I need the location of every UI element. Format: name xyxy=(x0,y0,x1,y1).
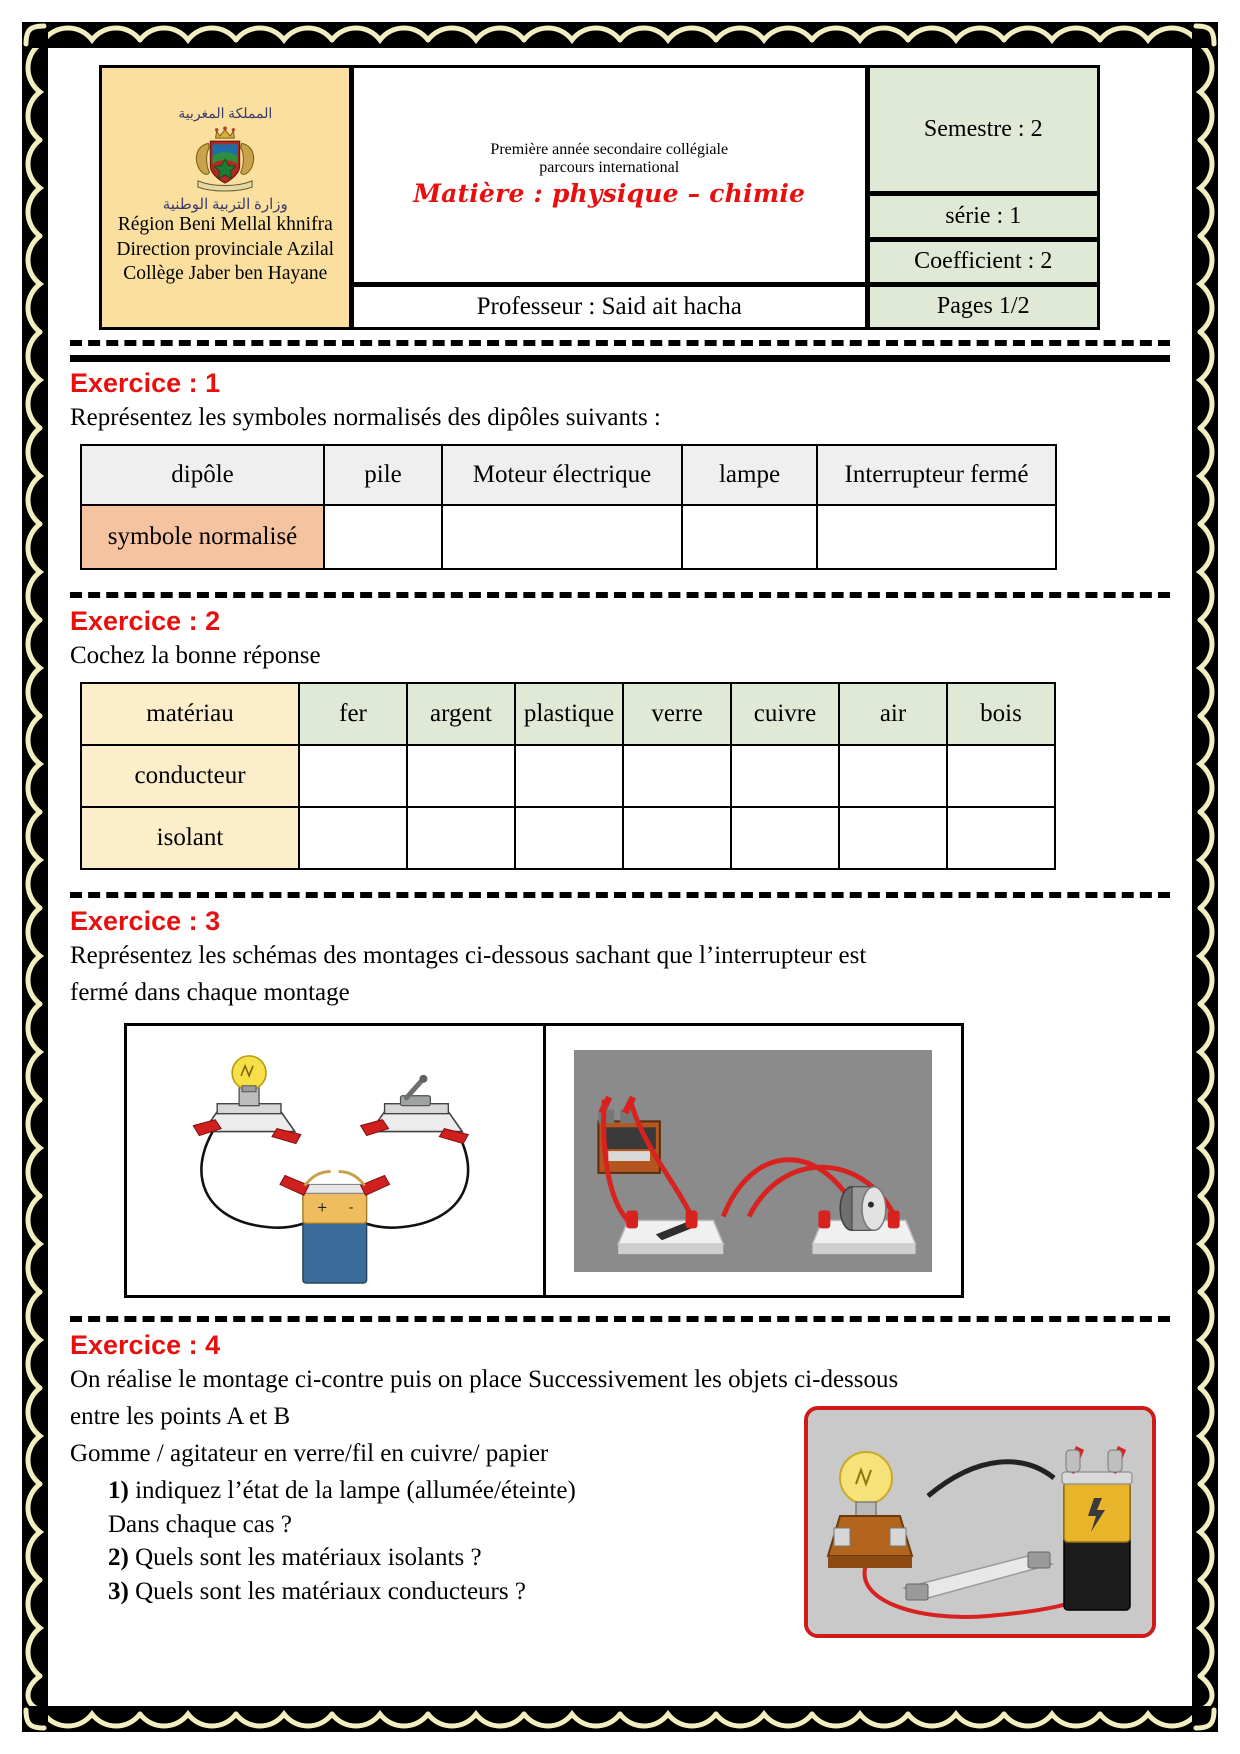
exercise-4-questions xyxy=(70,1474,798,1608)
t1-header-moteur: Moteur électrique xyxy=(442,445,682,505)
morocco-coat-of-arms-icon xyxy=(175,124,275,194)
course-title-block xyxy=(351,65,869,286)
t2-header-fer: fer xyxy=(299,683,407,745)
t2-header-argent: argent xyxy=(407,683,515,745)
t1-answer-cell-interrupteur[interactable] xyxy=(817,505,1056,569)
t2-header-verre: verre xyxy=(623,683,731,745)
school-identity-block xyxy=(99,65,353,331)
exercise-3-title: Exercice : 3 xyxy=(70,906,221,936)
border-scroll-bottom xyxy=(44,1706,1196,1732)
separator-dashed-3 xyxy=(70,1316,1170,1322)
arabic-kingdom-label: المملكة المغربية xyxy=(178,107,273,123)
circuit-battery-switch-motor-photo xyxy=(574,1050,932,1272)
question-2-number: 2) xyxy=(108,1544,129,1571)
exercise-3-instruction-line2: fermé dans chaque montage xyxy=(70,979,350,1006)
t2-cell-isolant-bois[interactable] xyxy=(947,807,1055,869)
subject-label: Matière : physique – chimie xyxy=(413,178,806,208)
separator-solid xyxy=(70,355,1170,362)
t1-header-interrupteur: Interrupteur fermé xyxy=(817,445,1056,505)
meta-serie-label: série : 1 xyxy=(867,193,1101,241)
battery-icon xyxy=(280,1171,390,1283)
exercise-4-intro-line2: entre les points A et B xyxy=(70,1403,291,1430)
list-item xyxy=(108,1541,798,1575)
exercise-2-table xyxy=(80,682,1056,870)
t2-cell-conducteur-argent[interactable] xyxy=(407,745,515,807)
border-corner-bottom-right xyxy=(1192,1706,1218,1732)
list-item xyxy=(108,1575,798,1609)
meta-pages-label: Pages 1/2 xyxy=(867,284,1101,331)
region-label: Région Beni Mellal khnifra xyxy=(117,214,333,236)
table-row xyxy=(81,683,1055,745)
question-1-number: 1) xyxy=(108,1477,129,1504)
border-scroll-left xyxy=(22,44,48,1710)
course-title-line-2: parcours international xyxy=(539,158,680,176)
exercise-3-figures xyxy=(124,1023,964,1298)
exercise-4-materials: Gomme / agitateur en verre/fil en cuivre/ papier xyxy=(70,1440,549,1467)
t2-row-label-isolant: isolant xyxy=(81,807,299,869)
separator-dashed-1 xyxy=(70,592,1170,598)
t2-cell-conducteur-fer[interactable] xyxy=(299,745,407,807)
exercise-4-body xyxy=(70,1400,1170,1638)
exercise-4-intro-line1: On réalise le montage ci-contre puis on place Successivement les objets ci-dessous xyxy=(70,1366,899,1393)
border-corner-top-left xyxy=(22,22,48,48)
exercise-4-figure xyxy=(804,1406,1156,1638)
worksheet-content xyxy=(48,48,1192,1706)
table-row xyxy=(81,445,1056,505)
t2-cell-conducteur-air[interactable] xyxy=(839,745,947,807)
table-row xyxy=(81,745,1055,807)
list-item xyxy=(108,1474,798,1508)
arabic-ministry-label: وزارة التربية الوطنية xyxy=(162,196,288,213)
meta-coefficient-label: Coefficient : 2 xyxy=(867,239,1101,286)
exercise-2-title: Exercice : 2 xyxy=(70,606,221,636)
t2-header-bois: bois xyxy=(947,683,1055,745)
question-2-text: Quels sont les matériaux isolants ? xyxy=(135,1544,482,1571)
border-corner-top-right xyxy=(1192,22,1218,48)
circuit-lamp-switch-battery-drawing xyxy=(127,1026,543,1295)
course-title-line-1: Première année secondaire collégiale xyxy=(490,140,729,158)
table-row xyxy=(81,807,1055,869)
t2-cell-isolant-fer[interactable] xyxy=(299,807,407,869)
separator-dashed-2 xyxy=(70,892,1170,898)
svg-text:-: - xyxy=(348,1200,354,1216)
direction-label: Direction provinciale Azilal xyxy=(116,238,335,260)
exercise-4-text-column xyxy=(70,1400,798,1608)
border-corner-bottom-left xyxy=(22,1706,48,1732)
question-3-number: 3) xyxy=(108,1577,129,1605)
t2-cell-conducteur-cuivre[interactable] xyxy=(731,745,839,807)
question-1-continuation: Dans chaque cas ? xyxy=(108,1510,292,1538)
border-scroll-top xyxy=(44,22,1196,48)
t1-header-pile: pile xyxy=(324,445,442,505)
college-label: Collège Jaber ben Hayane xyxy=(123,263,328,285)
t2-header-cuivre: cuivre xyxy=(731,683,839,745)
lamp-metal-strip-battery-photo xyxy=(808,1410,1152,1634)
exercise-1-title: Exercice : 1 xyxy=(70,368,221,398)
svg-text:+: + xyxy=(316,1200,328,1216)
t2-cell-conducteur-plastique[interactable] xyxy=(515,745,623,807)
t2-header-air: air xyxy=(839,683,947,745)
meta-semestre-label: Semestre : 2 xyxy=(867,65,1101,195)
t2-header-plastique: plastique xyxy=(515,683,623,745)
question-1-text: indiquez l’état de la lampe (allumée/éteinte) xyxy=(135,1477,576,1504)
lamp-on-stand-icon xyxy=(193,1056,301,1144)
professor-label: Professeur : Said ait hacha xyxy=(351,284,869,331)
t1-header-lampe: lampe xyxy=(682,445,817,505)
list-item xyxy=(108,1508,798,1542)
separator-dashed-0 xyxy=(70,340,1170,346)
exercise-2-instruction: Cochez la bonne réponse xyxy=(70,642,321,669)
border-scroll-right xyxy=(1192,44,1218,1710)
t2-cell-isolant-air[interactable] xyxy=(839,807,947,869)
t1-header-dipole: dipôle xyxy=(81,445,324,505)
exercise-3-figure-left xyxy=(127,1026,546,1295)
t2-cell-isolant-verre[interactable] xyxy=(623,807,731,869)
exercise-1-instruction: Représentez les symboles normalisés des dipôles suivants : xyxy=(70,404,661,431)
exercise-3-figure-right xyxy=(546,1026,962,1295)
t2-cell-conducteur-bois[interactable] xyxy=(947,745,1055,807)
t2-cell-isolant-plastique[interactable] xyxy=(515,807,623,869)
exercise-3-instruction-line1: Représentez les schémas des montages ci-dessous sachant que l’interrupteur est xyxy=(70,942,867,969)
t1-answer-cell-moteur[interactable] xyxy=(442,505,682,569)
t1-row-label: symbole normalisé xyxy=(81,505,324,569)
switch-on-stand-icon xyxy=(361,1075,469,1144)
t1-answer-cell-pile[interactable] xyxy=(324,505,442,569)
exercise-4-title: Exercice : 4 xyxy=(70,1330,221,1360)
t1-answer-cell-lampe[interactable] xyxy=(682,505,817,569)
t2-cell-isolant-cuivre[interactable] xyxy=(731,807,839,869)
table-row xyxy=(81,505,1056,569)
t2-row-label-conducteur: conducteur xyxy=(81,745,299,807)
header-grid xyxy=(100,66,1100,330)
question-3-text: Quels sont les matériaux conducteurs ? xyxy=(135,1577,526,1605)
exercise-1-table xyxy=(80,444,1057,570)
t2-cell-isolant-argent[interactable] xyxy=(407,807,515,869)
t2-cell-conducteur-verre[interactable] xyxy=(623,745,731,807)
t2-header-materiau: matériau xyxy=(81,683,299,745)
